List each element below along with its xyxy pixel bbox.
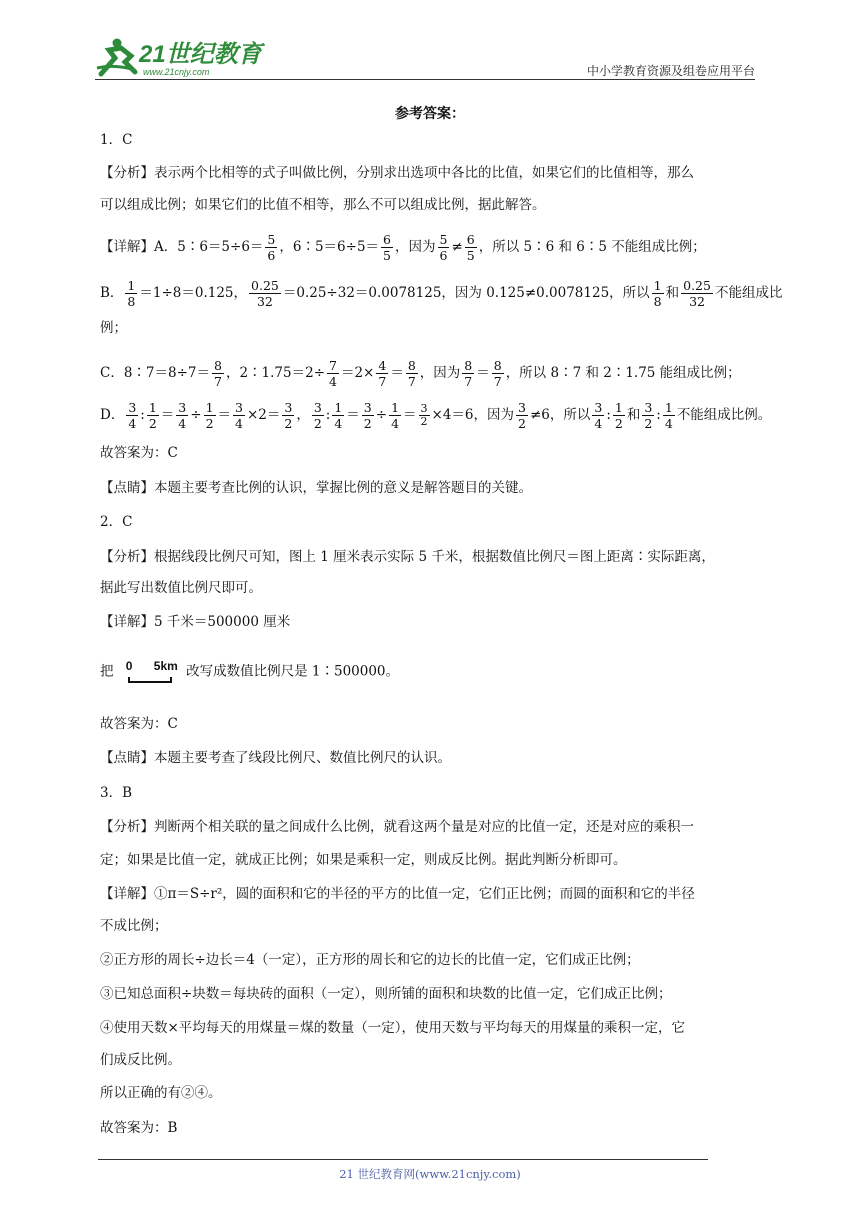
q1-answer: 1．C	[100, 132, 133, 148]
q1-detail-b-cont: 例；	[100, 320, 127, 336]
page-footer[interactable]: 21 世纪教育网(www.21cnjy.com)	[339, 1167, 521, 1181]
q2-answer: 2．C	[100, 514, 133, 530]
svg-text:www.21cnjy.com: www.21cnjy.com	[143, 67, 210, 77]
q3-detail-4: ④使用天数×平均每天的用煤量＝煤的数量（一定），使用天数与平均每天的用煤量的乘积一定，它	[100, 1020, 686, 1036]
q2-conclusion: 故答案为：C	[100, 716, 178, 732]
q1-detail-b: B． $\frac{1}{8}$ ＝1÷8＝0.125， $\frac{0.25}{32}$ ＝0.25÷32＝0.0078125，因为 0.125≠0.0078125，所以 $\frac{1}{8}$ 和 $\frac{0.25}{32}$ 不能组成比	[100, 278, 783, 309]
q2-key: 【点睛】本题主要考查了线段比例尺、数值比例尺的认识。	[100, 750, 451, 766]
header-platform-text: 中小学教育资源及组卷应用平台	[586, 64, 755, 78]
q2-analysis-cont: 据此写出数值比例尺即可。	[100, 580, 262, 596]
q2-detail: 【详解】5 千米＝500000 厘米	[100, 614, 291, 630]
q1-detail-a: 【详解】A．5∶6＝5÷6＝ $\frac{5}{6}$ ，6∶5＝6÷5＝ $\frac{6}{5}$ ，因为 $\frac{5}{6}$ ≠ $\frac{6}{5}$ ，所以 5∶6 和 6∶5 不能组成比例；	[100, 232, 706, 263]
footer-divider	[98, 1159, 708, 1160]
q3-summary: 所以正确的有②④。	[100, 1085, 222, 1101]
q1-detail-c: C．8∶7＝8÷7＝ $\frac{8}{7}$ ，2∶1.75＝2÷ $\frac{7}{4}$ ＝2× $\frac{4}{7}$ ＝ $\frac{8}{7}$ ，因为 $\frac{8}{7}$ ＝ $\frac{8}{7}$ ，所以 8∶7 和 2∶1.75 能组成比例；	[100, 358, 741, 389]
q1-detail-d: D． $\frac{3}{4}$ : $\frac{1}{2}$ ＝ $\frac{3}{4}$ ÷ $\frac{1}{2}$ ＝ $\frac{3}{4}$ ×2＝ $\frac{3}{2}$ ， $\frac{3}{2}$ : $\frac{1}{4}$ ＝ $\frac{3}{2}$ ÷ $\frac{1}{4}$ ＝ $\frac{3}{2}$ ×4＝6，因为 $\frac{3}{2}$ ≠6，所以 $\frac{3}{4}$ : $\frac{1}{2}$ 和 $\frac{3}{2}$ : $\frac{1}{4}$ 不能组成比例。	[100, 400, 772, 431]
line-scale-bar: 0 5km	[124, 660, 176, 684]
header-divider	[95, 79, 755, 80]
q1-key: 【点睛】本题主要考查比例的认识，掌握比例的意义是解答题目的关键。	[100, 480, 532, 496]
q1-conclusion: 故答案为：C	[100, 445, 178, 461]
q3-answer: 3．B	[100, 785, 133, 801]
q3-detail-2: ②正方形的周长÷边长＝4（一定），正方形的周长和它的边长的比值一定，它们成正比例；	[100, 952, 640, 968]
q2-convert: 把 0 5km 改写成数值比例尺是 1∶500000。	[100, 660, 399, 684]
page-header	[95, 30, 755, 78]
logo-21cnjy	[95, 34, 265, 78]
q3-analysis: 【分析】判断两个相关联的量之间成什么比例，就看这两个量是对应的比值一定，还是对应的乘积一	[100, 819, 694, 835]
q3-conclusion: 故答案为：B	[100, 1120, 178, 1136]
q3-detail-1: 【详解】①π＝S÷r²，圆的面积和它的半径的平方的比值一定，它们正比例；而圆的面积和它的半径	[100, 886, 695, 902]
q3-detail-1-cont: 不成比例；	[100, 918, 168, 934]
page-title: 参考答案：	[395, 106, 465, 122]
q3-analysis-cont: 定；如果是比值一定，就成正比例；如果是乘积一定，则成反比例。据此判断分析即可。	[100, 852, 627, 868]
q3-detail-4-cont: 们成反比例。	[100, 1052, 181, 1068]
q1-analysis: 【分析】表示两个比相等的式子叫做比例，分别求出选项中各比的比值，如果它们的比值相等，那么	[100, 165, 694, 181]
q1-analysis-cont: 可以组成比例；如果它们的比值不相等，那么不可以组成比例，据此解答。	[100, 197, 546, 213]
q2-analysis: 【分析】根据线段比例尺可知，图上 1 厘米表示实际 5 千米，根据数值比例尺＝图上距离∶实际距离，	[100, 549, 715, 565]
q3-detail-3: ③已知总面积÷块数＝每块砖的面积（一定），则所铺的面积和块数的比值一定，它们成正比例；	[100, 986, 672, 1002]
svg-text:21世纪教育: 21世纪教育	[139, 41, 262, 68]
